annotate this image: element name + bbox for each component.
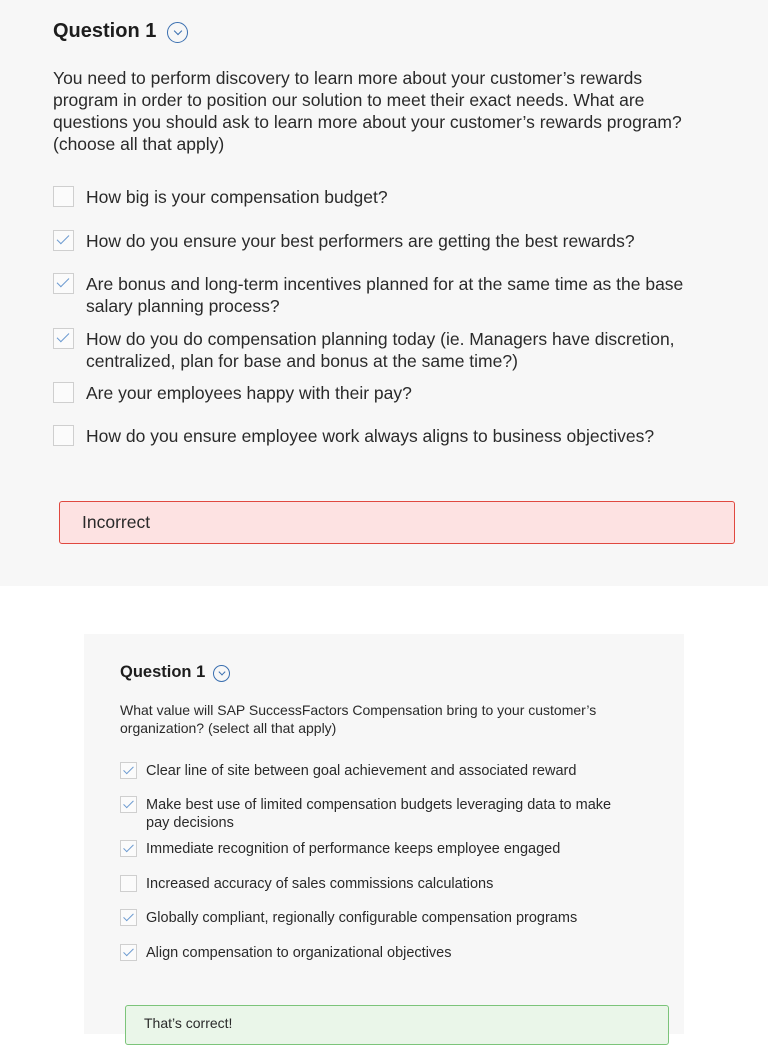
question-title: Question 1 bbox=[120, 662, 206, 681]
option-label: Align compensation to organizational objectives bbox=[146, 945, 452, 961]
option-label: Increased accuracy of sales commissions calculations bbox=[146, 876, 494, 892]
option-label: Globally compliant, regionally configurable compensation programs bbox=[146, 910, 578, 926]
answer-option[interactable] bbox=[120, 796, 620, 832]
question-text: What value will SAP SuccessFactors Compensation bring to your customer’s organization? (select all that apply) bbox=[120, 702, 597, 736]
feedback-text: Incorrect bbox=[82, 512, 151, 532]
checkbox-checked[interactable] bbox=[120, 796, 137, 813]
answer-option[interactable] bbox=[53, 425, 733, 447]
checkbox[interactable] bbox=[120, 875, 137, 892]
answer-option[interactable] bbox=[53, 328, 693, 372]
feedback-text: That’s correct! bbox=[144, 1015, 233, 1031]
checkbox-checked[interactable] bbox=[53, 328, 74, 349]
option-label: Make best use of limited compensation budgets leveraging data to make pay decisions bbox=[146, 797, 612, 831]
feedback-correct bbox=[125, 1005, 669, 1045]
answer-option[interactable] bbox=[53, 230, 733, 252]
answer-option[interactable] bbox=[53, 273, 693, 317]
question-text: You need to perform discovery to learn more about your customer’s rewards program in order to position our solution to meet their exact needs. What are questions you should ask to learn more about your customer’s rewards program? (choose all that apply) bbox=[53, 68, 682, 154]
chevron-down-icon[interactable] bbox=[213, 665, 230, 682]
checkbox-checked[interactable] bbox=[53, 273, 74, 294]
answer-option[interactable] bbox=[53, 382, 733, 404]
answer-option[interactable] bbox=[53, 186, 733, 208]
option-label: Clear line of site between goal achievement and associated reward bbox=[146, 763, 577, 779]
answer-option[interactable] bbox=[120, 840, 660, 858]
checkbox-checked[interactable] bbox=[53, 230, 74, 251]
option-label: Are bonus and long-term incentives planned for at the same time as the base salary planning process? bbox=[86, 274, 684, 316]
checkbox[interactable] bbox=[53, 186, 74, 207]
answer-option[interactable] bbox=[120, 909, 660, 927]
feedback-incorrect bbox=[59, 501, 735, 544]
question-heading bbox=[53, 19, 188, 43]
checkbox-checked[interactable] bbox=[120, 840, 137, 857]
question-title: Question 1 bbox=[53, 19, 157, 42]
option-label: Immediate recognition of performance keeps employee engaged bbox=[146, 841, 561, 857]
option-label: How do you do compensation planning today (ie. Managers have discretion, centralized, plan for base and bonus at the same time?) bbox=[86, 329, 675, 371]
answer-option[interactable] bbox=[120, 944, 660, 962]
quiz-panel-2 bbox=[84, 634, 684, 1034]
checkbox-checked[interactable] bbox=[120, 762, 137, 779]
question-heading bbox=[120, 662, 230, 682]
chevron-down-icon[interactable] bbox=[167, 22, 188, 43]
option-label: Are your employees happy with their pay? bbox=[86, 383, 412, 403]
checkbox-checked[interactable] bbox=[120, 909, 137, 926]
answer-option[interactable] bbox=[120, 762, 660, 780]
checkbox[interactable] bbox=[53, 425, 74, 446]
option-label: How do you ensure employee work always aligns to business objectives? bbox=[86, 426, 655, 446]
option-label: How big is your compensation budget? bbox=[86, 187, 388, 207]
checkbox[interactable] bbox=[53, 382, 74, 403]
answer-option[interactable] bbox=[120, 875, 660, 893]
option-label: How do you ensure your best performers are getting the best rewards? bbox=[86, 231, 635, 251]
checkbox-checked[interactable] bbox=[120, 944, 137, 961]
